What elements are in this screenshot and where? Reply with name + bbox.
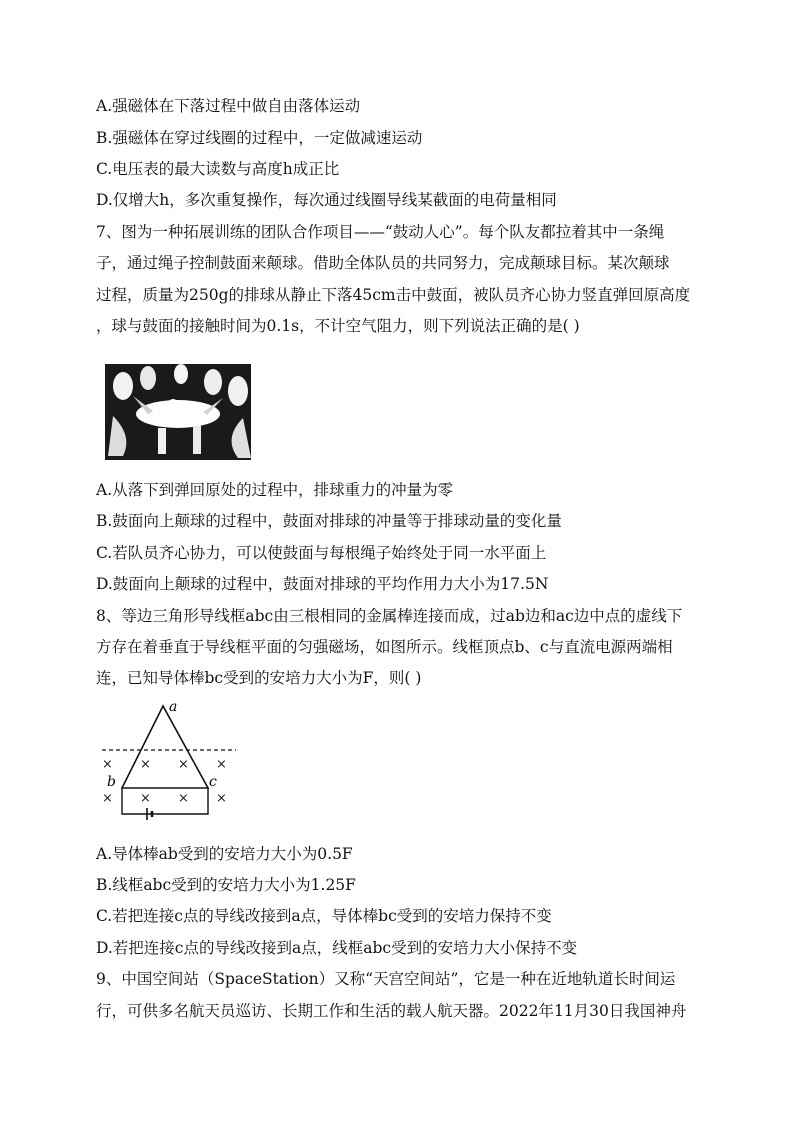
q8-stem-line-3: 连，已知导体棒bc受到的安培力大小为F，则( ) xyxy=(96,669,422,687)
q6-option-b: B.强磁体在穿过线圈的过程中，一定做减速运动 xyxy=(96,129,423,147)
field-mark: × xyxy=(140,791,151,806)
q9-stem-line-1: 9、中国空间站（SpaceStation）又称“天宫空间站”，它是一种在近地轨道长时间运 xyxy=(96,970,676,988)
field-mark: × xyxy=(178,791,189,806)
q8-option-c: C.若把连接c点的导线改接到a点，导体棒bc受到的安培力保持不变 xyxy=(96,907,552,925)
q7-option-d: D.鼓面向上颠球的过程中，鼓面对排球的平均作用力大小为17.5N xyxy=(96,575,549,593)
triangle-frame-diagram xyxy=(96,698,246,830)
q7-stem-line-4: ，球与鼓面的接触时间为0.1s，不计空气阻力，则下列说法正确的是( ) xyxy=(96,317,580,335)
field-mark: × xyxy=(216,791,227,806)
q7-stem-line-3: 过程，质量为250g的排球从静止下落45cm击中鼓面，被队员齐心协力竖直弹回原高度 xyxy=(96,286,691,304)
q7-option-c: C.若队员齐心协力，可以使鼓面与每根绳子始终处于同一水平面上 xyxy=(96,544,547,562)
q8-option-b: B.线框abc受到的安培力大小为1.25F xyxy=(96,876,356,894)
q8-option-d: D.若把连接c点的导线改接到a点，线框abc受到的安培力大小保持不变 xyxy=(96,939,578,957)
field-mark: × xyxy=(140,757,151,772)
drum-game-photo xyxy=(103,356,253,466)
vertex-label-c: c xyxy=(209,774,217,790)
vertex-label-a: a xyxy=(169,699,178,715)
q6-option-a: A.强磁体在下落过程中做自由落体运动 xyxy=(96,97,361,115)
vertex-label-b: b xyxy=(107,774,116,790)
q7-stem-line-2: 子，通过绳子控制鼓面来颠球。借助全体队员的共同努力，完成颠球目标。某次颠球 xyxy=(96,254,670,272)
field-mark: × xyxy=(102,791,113,806)
q9-stem-line-2: 行，可供多名航天员巡访、长期工作和生活的载人航天器。2022年11月30日我国神舟 xyxy=(96,1002,687,1020)
q7-option-b: B.鼓面向上颠球的过程中，鼓面对排球的冲量等于排球动量的变化量 xyxy=(96,512,562,530)
q8-stem-line-1: 8、等边三角形导线框abc由三根相同的金属棒连接而成，过ab边和ac边中点的虚线下 xyxy=(96,607,683,625)
q7-option-a: A.从落下到弹回原处的过程中，排球重力的冲量为零 xyxy=(96,481,454,499)
field-mark: × xyxy=(178,757,189,772)
q7-stem-line-1: 7、图为一种拓展训练的团队合作项目——“鼓动人心”。每个队友都拉着其中一条绳 xyxy=(96,223,665,241)
q8-option-a: A.导体棒ab受到的安培力大小为0.5F xyxy=(96,845,353,863)
field-mark: × xyxy=(216,757,227,772)
field-mark: × xyxy=(102,757,113,772)
q6-option-c: C.电压表的最大读数与高度h成正比 xyxy=(96,160,340,178)
q8-stem-line-2: 方存在着垂直于导线框平面的匀强磁场，如图所示。线框顶点b、c与直流电源两端相 xyxy=(96,638,673,656)
q6-option-d: D.仅增大h，多次重复操作，每次通过线圈导线某截面的电荷量相同 xyxy=(96,191,557,209)
